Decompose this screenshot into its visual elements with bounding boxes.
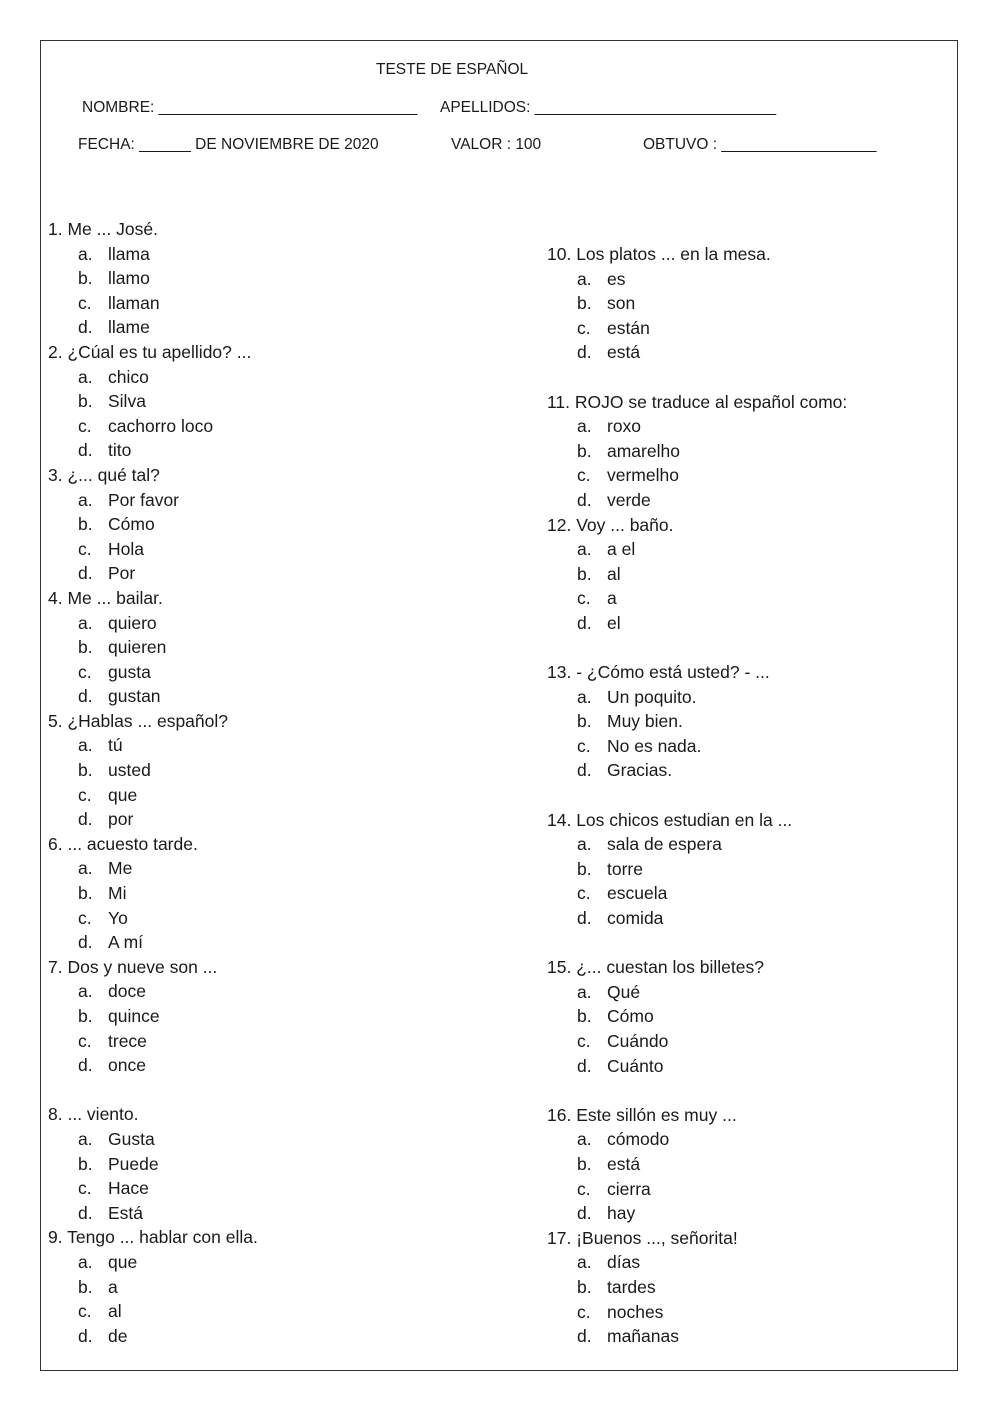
answer-option[interactable]	[48, 1029, 258, 1054]
option-text: Gracias.	[607, 760, 673, 781]
nombre-field: NOMBRE: ______________________________	[82, 99, 418, 116]
option-text: trece	[108, 1030, 147, 1051]
answer-option[interactable]	[547, 1029, 847, 1054]
option-letter: c.	[577, 465, 591, 486]
option-letter: b.	[577, 1006, 592, 1027]
answer-option[interactable]	[48, 365, 258, 390]
option-text: Yo	[108, 907, 128, 928]
option-letter: a.	[78, 735, 93, 756]
option-text: Hola	[108, 538, 144, 559]
option-letter: a.	[78, 981, 93, 1002]
option-text: gusta	[108, 661, 151, 682]
answer-option[interactable]	[547, 1004, 847, 1029]
answer-option[interactable]	[48, 733, 258, 758]
page-title: TESTE DE ESPAÑOL	[376, 61, 529, 78]
option-text: Cuándo	[607, 1031, 669, 1051]
question-text: Los chicos estudian en la ...	[576, 809, 793, 830]
option-text: tardes	[607, 1276, 656, 1297]
answer-option[interactable]	[48, 512, 258, 537]
question-item	[48, 1102, 258, 1127]
answer-option[interactable]	[48, 1176, 258, 1201]
option-letter: c.	[577, 588, 591, 609]
question-text: Los platos ... en la mesa.	[576, 244, 771, 264]
option-text: llama	[108, 243, 150, 264]
option-letter: a.	[577, 1129, 592, 1150]
option-letter: d.	[577, 1203, 592, 1224]
option-text: verde	[607, 489, 651, 510]
option-text: Silva	[108, 391, 146, 412]
answer-option[interactable]	[48, 930, 258, 955]
option-text: Gusta	[108, 1128, 155, 1149]
option-letter: d.	[577, 908, 592, 929]
option-letter: a.	[78, 1128, 93, 1149]
option-letter: b.	[78, 1153, 93, 1174]
option-letter: d.	[78, 317, 93, 338]
option-text: está	[607, 342, 641, 363]
answer-option[interactable]	[547, 857, 847, 882]
option-letter: b.	[577, 563, 592, 584]
option-letter: b.	[78, 760, 93, 781]
answer-option[interactable]	[48, 635, 258, 660]
answer-option[interactable]	[547, 980, 847, 1005]
question-text: ¿... cuestan los billetes?	[576, 957, 764, 978]
answer-option[interactable]	[48, 783, 258, 808]
answer-option[interactable]	[48, 807, 258, 832]
answer-option[interactable]	[547, 414, 847, 439]
answer-option[interactable]	[48, 438, 258, 463]
question-text: Me ... bailar.	[67, 587, 163, 608]
answer-option[interactable]	[547, 1177, 847, 1202]
answer-option[interactable]	[547, 1054, 847, 1079]
option-letter: d.	[577, 612, 592, 633]
answer-option[interactable]	[547, 340, 847, 365]
fecha-field: FECHA: ______ DE NOVIEMBRE DE 2020	[78, 136, 379, 153]
option-text: llamo	[108, 268, 150, 289]
option-letter: c.	[577, 735, 591, 756]
question-item	[48, 709, 258, 734]
option-letter: c.	[78, 1301, 92, 1322]
question-number: 12.	[547, 514, 572, 535]
option-text: torre	[607, 858, 643, 879]
question-item	[48, 955, 258, 980]
question-text: ¿Hablas ... español?	[67, 710, 228, 731]
answer-option[interactable]	[48, 1152, 258, 1177]
option-letter: c.	[78, 907, 92, 928]
option-text: llaman	[108, 292, 160, 313]
answer-option[interactable]	[547, 881, 847, 906]
option-letter: b.	[78, 1006, 93, 1026]
option-text: por	[108, 809, 134, 830]
question-number: 14.	[547, 809, 572, 830]
option-letter: a.	[78, 858, 93, 879]
option-text: Cómo	[108, 514, 155, 535]
option-text: Cuánto	[607, 1055, 664, 1076]
answer-option[interactable]	[547, 1152, 847, 1177]
spacer	[547, 636, 847, 661]
question-text: Tengo ... hablar con ella.	[67, 1227, 258, 1248]
question-item	[547, 1226, 847, 1251]
question-number: 4.	[48, 587, 63, 608]
option-text: Un poquito.	[607, 686, 697, 707]
question-item	[48, 463, 258, 488]
option-text: Me	[108, 858, 133, 879]
answer-option[interactable]	[547, 1127, 847, 1152]
option-text: comida	[607, 908, 664, 929]
option-text: sala de espera	[607, 834, 722, 855]
question-text: ¡Buenos ..., señorita!	[576, 1227, 738, 1248]
option-letter: c.	[577, 1178, 591, 1199]
option-letter: d.	[78, 563, 93, 584]
answer-option[interactable]	[547, 463, 847, 488]
question-text: ¿Cúal es tu apellido? ...	[67, 341, 252, 362]
option-text: Cómo	[607, 1006, 654, 1027]
option-letter: b.	[78, 883, 93, 904]
option-letter: d.	[78, 686, 93, 707]
answer-option[interactable]	[48, 1127, 258, 1152]
answer-option[interactable]	[547, 291, 847, 316]
option-text: al	[607, 563, 621, 584]
option-letter: d.	[577, 1055, 592, 1076]
answer-option[interactable]	[48, 291, 258, 316]
option-letter: b.	[577, 293, 592, 314]
answer-option[interactable]	[48, 1053, 258, 1078]
option-letter: b.	[78, 514, 93, 535]
question-item	[547, 808, 847, 833]
option-text: tú	[108, 735, 123, 756]
option-text: el	[607, 612, 621, 633]
option-text: Por	[108, 563, 136, 584]
question-number: 6.	[48, 833, 63, 854]
answer-option[interactable]	[48, 561, 258, 586]
option-text: de	[108, 1325, 128, 1346]
option-letter: c.	[577, 883, 591, 904]
option-letter: c.	[577, 1031, 591, 1051]
option-text: A mí	[108, 932, 144, 953]
question-number: 2.	[48, 341, 63, 362]
option-text: amarelho	[607, 440, 680, 461]
option-text: No es nada.	[607, 735, 702, 756]
option-text: está	[607, 1153, 641, 1174]
answer-option[interactable]	[547, 1250, 847, 1275]
obtuvo-field: OBTUVO : __________________	[643, 136, 877, 153]
question-number: 13.	[547, 662, 572, 683]
option-letter: b.	[78, 1276, 93, 1297]
option-text: que	[108, 784, 138, 805]
answer-option[interactable]	[547, 562, 847, 587]
question-number: 11.	[547, 391, 571, 412]
spacer	[547, 931, 847, 956]
answer-option[interactable]	[48, 1004, 258, 1029]
left-question-column	[48, 217, 258, 1348]
answer-option[interactable]	[48, 242, 258, 267]
answer-option[interactable]	[547, 488, 847, 513]
option-letter: a.	[577, 1252, 592, 1273]
answer-option[interactable]	[48, 1250, 258, 1275]
option-letter: a.	[78, 366, 93, 387]
answer-option[interactable]	[547, 1300, 847, 1325]
option-text: días	[607, 1252, 641, 1273]
question-item	[547, 1103, 847, 1128]
question-text: Voy ... baño.	[576, 514, 674, 535]
option-letter: d.	[78, 1055, 93, 1076]
question-item	[547, 955, 847, 980]
answer-option[interactable]	[547, 1324, 847, 1349]
option-text: a el	[607, 539, 636, 560]
answer-option[interactable]	[48, 856, 258, 881]
option-text: cachorro loco	[108, 415, 214, 436]
option-text: vermelho	[607, 465, 679, 486]
option-text: a	[108, 1276, 118, 1297]
answer-option[interactable]	[48, 758, 258, 783]
option-text: al	[108, 1301, 122, 1322]
question-number: 5.	[48, 710, 63, 731]
option-text: Mi	[108, 883, 127, 904]
option-letter: c.	[78, 538, 92, 559]
option-text: usted	[108, 760, 151, 781]
option-text: llame	[108, 317, 150, 338]
answer-option[interactable]	[48, 684, 258, 709]
option-letter: a.	[577, 834, 592, 855]
question-text: ... acuesto tarde.	[67, 833, 198, 854]
option-text: hay	[607, 1203, 636, 1224]
option-letter: b.	[577, 711, 592, 732]
question-text: Dos y nueve son ...	[67, 956, 218, 977]
question-text: ¿... qué tal?	[67, 464, 160, 485]
answer-option[interactable]	[547, 832, 847, 857]
option-text: doce	[108, 981, 146, 1002]
option-letter: d.	[78, 440, 93, 461]
answer-option[interactable]	[547, 1275, 847, 1300]
option-letter: a.	[78, 243, 93, 264]
answer-option[interactable]	[48, 537, 258, 562]
apellidos-field: APELLIDOS: ____________________________	[440, 99, 777, 116]
question-item	[48, 832, 258, 857]
answer-option[interactable]	[48, 881, 258, 906]
option-letter: b.	[577, 1276, 592, 1297]
answer-option[interactable]	[48, 1201, 258, 1226]
question-item	[48, 217, 258, 242]
option-text: es	[607, 268, 626, 289]
question-number: 3.	[48, 464, 63, 485]
option-letter: b.	[78, 391, 93, 412]
option-letter: a.	[78, 489, 93, 510]
question-number: 10.	[547, 244, 572, 264]
option-letter: d.	[78, 932, 93, 953]
option-letter: a.	[577, 981, 592, 1002]
option-letter: c.	[78, 1178, 92, 1199]
question-text: Me ... José.	[67, 219, 158, 239]
option-text: Está	[108, 1202, 144, 1223]
spacer	[48, 1078, 258, 1103]
option-text: Por favor	[108, 489, 179, 510]
option-text: que	[108, 1251, 138, 1272]
option-letter: d.	[78, 1202, 93, 1223]
answer-option[interactable]	[48, 611, 258, 636]
option-text: Muy bien.	[607, 711, 683, 732]
option-letter: d.	[577, 1326, 592, 1347]
spacer	[547, 365, 847, 390]
answer-option[interactable]	[547, 709, 847, 734]
question-text: Este sillón es muy ...	[576, 1104, 737, 1125]
answer-option[interactable]	[48, 315, 258, 340]
option-text: tito	[108, 440, 132, 461]
answer-option[interactable]	[547, 586, 847, 611]
answer-option[interactable]	[48, 488, 258, 513]
question-number: 9.	[48, 1227, 63, 1248]
option-letter: a.	[78, 1251, 93, 1272]
option-text: quiero	[108, 612, 157, 633]
option-letter: a.	[78, 612, 93, 633]
answer-option[interactable]	[48, 414, 258, 439]
option-letter: a.	[577, 686, 592, 707]
option-text: están	[607, 317, 650, 338]
question-text: ... viento.	[67, 1104, 139, 1125]
answer-option[interactable]	[547, 1201, 847, 1226]
option-text: roxo	[607, 416, 642, 437]
option-text: gustan	[108, 686, 161, 707]
answer-option[interactable]	[48, 266, 258, 291]
question-number: 1.	[48, 219, 63, 239]
spacer	[547, 1078, 847, 1103]
question-item	[547, 513, 847, 538]
option-letter: d.	[577, 489, 592, 510]
question-item	[48, 1225, 258, 1250]
option-letter: d.	[577, 342, 592, 363]
option-letter: a.	[577, 268, 592, 289]
option-letter: b.	[577, 440, 592, 461]
answer-option[interactable]	[48, 1299, 258, 1324]
option-letter: d.	[577, 760, 592, 781]
option-text: cierra	[607, 1178, 651, 1199]
option-text: son	[607, 293, 636, 314]
option-letter: c.	[78, 661, 92, 682]
question-number: 17.	[547, 1227, 572, 1248]
option-letter: c.	[577, 317, 591, 338]
option-letter: b.	[577, 1153, 592, 1174]
answer-option[interactable]	[547, 685, 847, 710]
answer-option[interactable]	[547, 316, 847, 341]
option-text: a	[607, 588, 617, 609]
option-letter: a.	[577, 416, 592, 437]
option-text: Hace	[108, 1178, 149, 1199]
question-item	[547, 390, 847, 415]
question-number: 16.	[547, 1104, 572, 1125]
option-text: mañanas	[607, 1326, 679, 1347]
question-item	[547, 660, 847, 685]
spacer	[547, 783, 847, 808]
answer-option[interactable]	[48, 660, 258, 685]
answer-option[interactable]	[547, 758, 847, 783]
question-text: ROJO se traduce al español como:	[574, 391, 848, 412]
option-text: quince	[108, 1006, 160, 1026]
option-text: escuela	[607, 883, 668, 904]
option-text: once	[108, 1055, 146, 1076]
answer-option[interactable]	[547, 537, 847, 562]
option-letter: b.	[78, 637, 93, 658]
question-item	[48, 340, 258, 365]
option-text: Puede	[108, 1153, 159, 1174]
answer-option[interactable]	[547, 734, 847, 759]
question-number: 7.	[48, 956, 63, 977]
right-question-column	[547, 242, 847, 1349]
answer-option[interactable]	[547, 439, 847, 464]
option-text: chico	[108, 366, 149, 387]
valor-field: VALOR : 100	[451, 136, 542, 153]
option-letter: c.	[78, 292, 92, 313]
answer-option[interactable]	[48, 979, 258, 1004]
option-letter: b.	[78, 268, 93, 289]
option-letter: c.	[577, 1301, 591, 1322]
answer-option[interactable]	[48, 389, 258, 414]
answer-option[interactable]	[547, 267, 847, 292]
option-letter: d.	[78, 1325, 93, 1346]
question-item	[48, 586, 258, 611]
option-text: Qué	[607, 981, 641, 1002]
option-letter: a.	[577, 539, 592, 560]
answer-option[interactable]	[48, 906, 258, 931]
option-text: noches	[607, 1301, 664, 1322]
question-item	[547, 242, 847, 267]
option-letter: d.	[78, 809, 93, 830]
answer-option[interactable]	[547, 906, 847, 931]
option-text: quieren	[108, 637, 167, 658]
option-text: cómodo	[607, 1129, 670, 1150]
answer-option[interactable]	[547, 611, 847, 636]
option-letter: b.	[577, 858, 592, 879]
question-number: 8.	[48, 1104, 63, 1125]
question-text: - ¿Cómo está usted? - ...	[576, 662, 770, 683]
option-letter: c.	[78, 784, 92, 805]
answer-option[interactable]	[48, 1275, 258, 1300]
option-letter: c.	[78, 1030, 92, 1051]
question-number: 15.	[547, 957, 572, 978]
answer-option[interactable]	[48, 1324, 258, 1349]
option-letter: c.	[78, 415, 92, 436]
